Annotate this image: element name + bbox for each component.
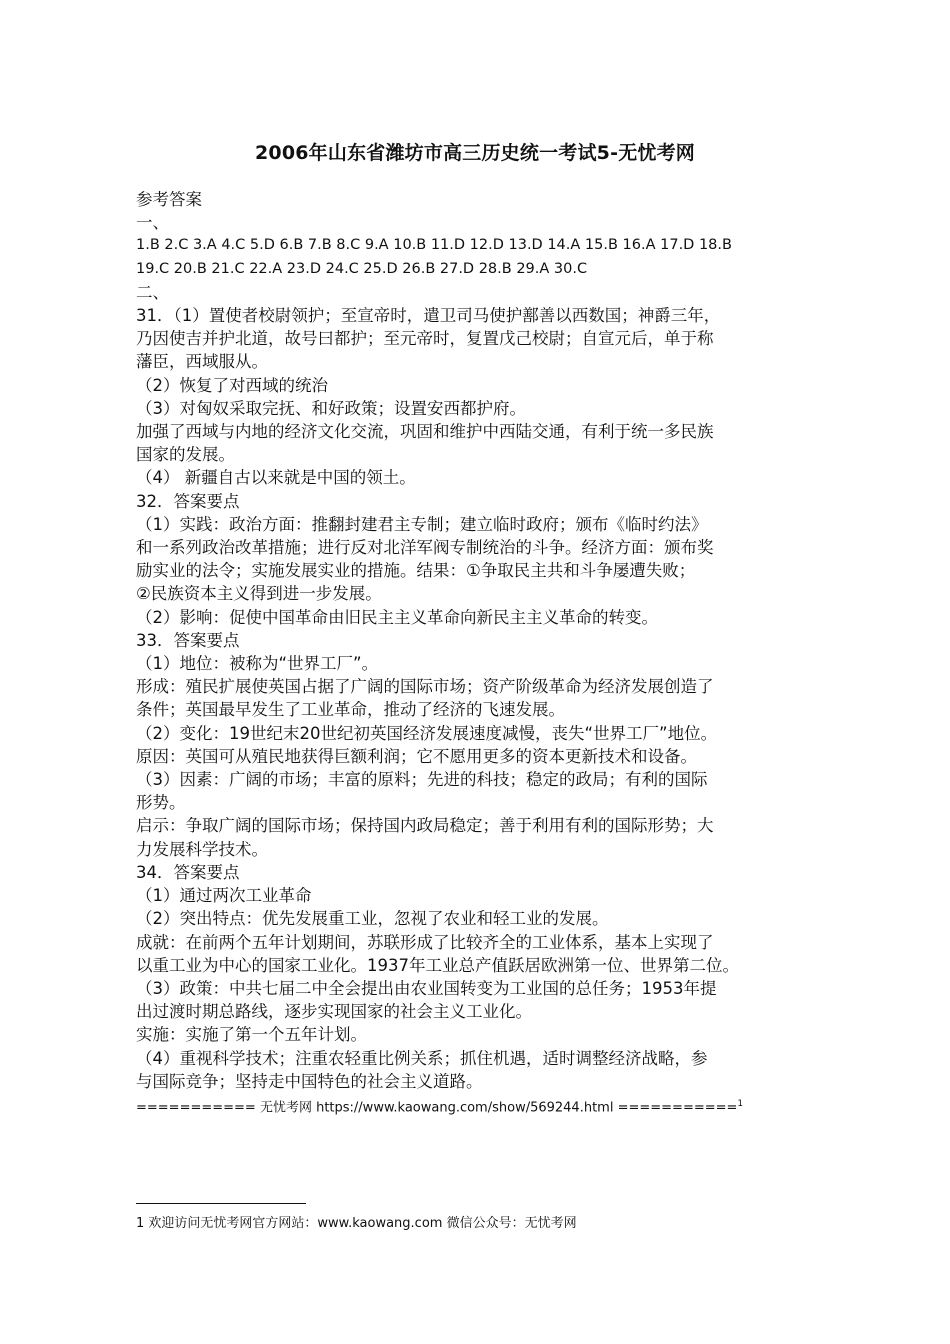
text-line: ②民族资本主义得到进一步发展。 [136,584,382,604]
text-line: 二、 [136,282,169,302]
text-line: 条件；英国最早发生了工业革命，推动了经济的飞速发展。 [136,700,565,720]
text-line: 34．答案要点 [136,862,240,882]
source-line [136,1093,826,1120]
text-line: 出过渡时期总路线，逐步实现国家的社会主义工业化。 [136,1002,532,1022]
text-line: 启示：争取广阔的国际市场；保持国内政局稳定；善于利用有利的国际形势；大 [136,816,714,836]
text-line: 与国际竞争；坚持走中国特色的社会主义道路。 [136,1071,483,1091]
text-line: 形势。 [136,793,186,813]
text-line: 藩臣，西域服从。 [136,352,268,372]
text-line: 32．答案要点 [136,491,240,511]
source-url-text: =========== 无忧考网 https://www.kaowang.com/show/569244.html =========== [136,1100,738,1116]
answer-content [136,188,826,1119]
text-line: 国家的发展。 [136,445,235,465]
text-line: 形成：殖民扩展使英国占据了广阔的国际市场；资产阶级革命为经济发展创造了 [136,677,714,697]
text-line: （4）重视科学技术；注重农轻重比例关系；抓住机遇，适时调整经济战略，参 [136,1048,708,1068]
answer-key-line: 19.C 20.B 21.C 22.A 23.D 24.C 25.D 26.B 27.D 28.B 29.A 30.C [136,260,588,277]
text-line: （3）因素：广阔的市场；丰富的原料；先进的科技；稳定的政局；有利的国际 [136,770,708,790]
text-line: （1）通过两次工业革命 [136,886,312,906]
footnote: 1 欢迎访问无忧考网官方网站：www.kaowang.com 微信公众号：无忧考网 [136,1216,577,1231]
text-line: （3）对匈奴采取完抚、和好政策；设置安西都护府。 [136,398,526,418]
text-line: 励实业的法令；实施发展实业的措施。结果：①争取民主共和斗争屡遭失败； [136,561,696,581]
text-line: 一、 [136,213,169,233]
text-line: 31．（1）置使者校尉领护；至宣帝时，遣卫司马使护鄯善以西数国；神爵三年， [136,306,721,326]
text-line: 33．答案要点 [136,630,240,650]
text-line: （4） 新疆自古以来就是中国的领土。 [136,468,416,488]
footnote-marker: 1 [737,1098,744,1109]
footnote-divider [136,1203,306,1204]
text-line: 实施：实施了第一个五年计划。 [136,1025,367,1045]
text-line: （3）政策：中共七届二中全会提出由农业国转变为工业国的总任务；1953年提 [136,978,717,998]
answer-key-line: 1.B 2.C 3.A 4.C 5.D 6.B 7.B 8.C 9.A 10.B 11.D 12.D 13.D 14.A 15.B 16.A 17.D 18.B [136,237,732,254]
text-line: 力发展科学技术。 [136,839,268,859]
text-line: （2）突出特点：优先发展重工业，忽视了农业和轻工业的发展。 [136,909,609,929]
text-line: 原因：英国可从殖民地获得巨额利润；它不愿用更多的资本更新技术和设备。 [136,746,697,766]
text-line: （2）恢复了对西域的统治 [136,375,328,395]
text-line: （1）实践：政治方面：推翻封建君主专制；建立临时政府；颁布《临时约法》 [136,514,708,534]
text-line: （1）地位：被称为“世界工厂”。 [136,654,379,674]
text-line: （2）影响：促使中国革命由旧民主主义革命向新民主主义革命的转变。 [136,607,658,627]
text-line: （2）变化：19世纪末20世纪初英国经济发展速度减慢，丧失“世界工厂”地位。 [136,723,718,743]
text-line: 参考答案 [136,190,202,209]
text-line: 加强了西域与内地的经济文化交流，巩固和维护中西陆交通，有利于统一多民族 [136,422,714,442]
text-line: 以重工业为中心的国家工业化。1937年工业总产值跃居欧洲第一位、世界第二位。 [136,955,739,975]
text-line: 和一系列政治改革措施；进行反对北洋军阀专制统治的斗争。经济方面：颁布奖 [136,538,714,558]
document-title: 2006年山东省潍坊市高三历史统一考试5-无忧考网 [255,142,695,164]
text-line: 成就：在前两个五年计划期间，苏联形成了比较齐全的工业体系，基本上实现了 [136,932,714,952]
text-line: 乃因使吉并护北道，故号曰都护；至元帝时，复置戊己校尉；自宣元后，单于称 [136,329,714,349]
